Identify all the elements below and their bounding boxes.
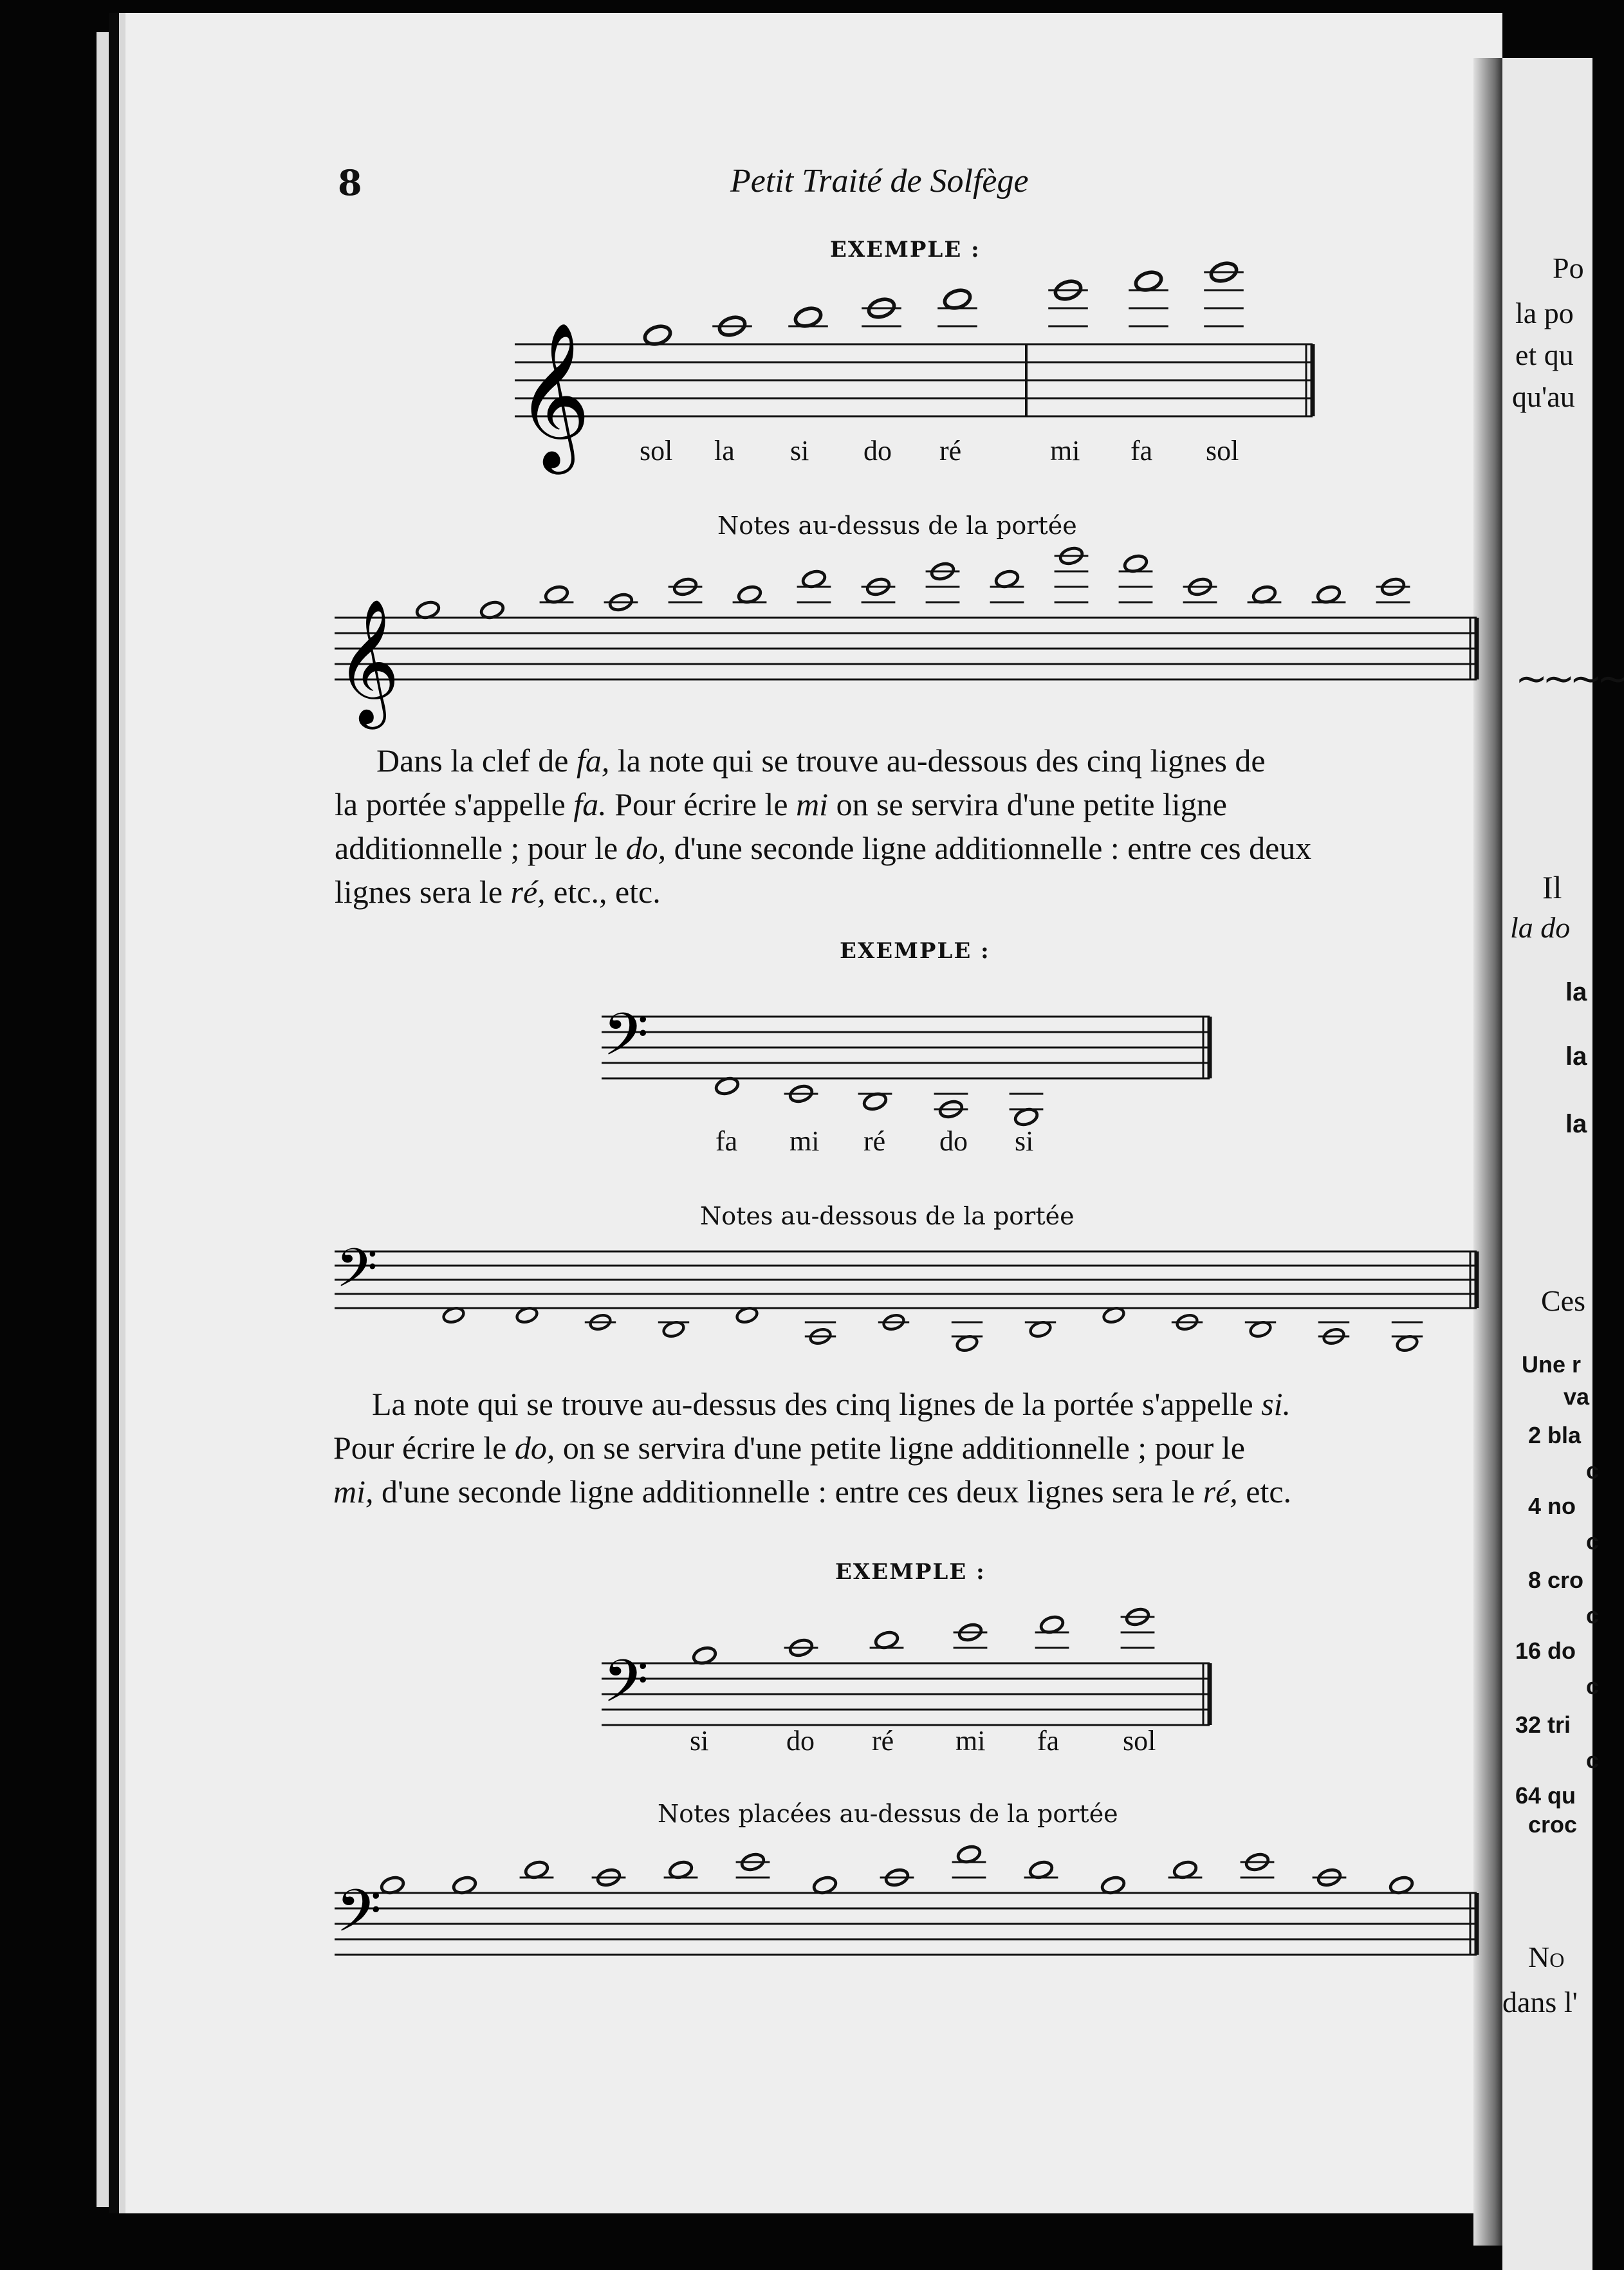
note-name: sol (1206, 435, 1239, 466)
facing-text: qu'au (1512, 380, 1575, 413)
note-name: do (939, 1125, 968, 1157)
note-name: sol (640, 435, 673, 466)
stacked-page-edges (97, 32, 122, 2207)
facing-text: Il (1542, 869, 1562, 905)
facing-text: Po (1553, 252, 1584, 284)
note-names-row (598, 1724, 1216, 1763)
page-number: 8 (338, 162, 362, 203)
facing-text: la (1565, 978, 1587, 1006)
bass-staff-notes-below (331, 1236, 1483, 1370)
bass-staff-notes-above (331, 1840, 1483, 1975)
bass-clef-icon: 𝄢 (603, 1001, 649, 1084)
example-label: EXEMPLE : (830, 237, 981, 263)
facing-table-cell: c (1586, 1528, 1600, 1555)
facing-table-cell: c (1586, 1602, 1600, 1629)
facing-text: la (1565, 1042, 1587, 1071)
note-name: mi (1050, 435, 1080, 466)
treble-staff-example-ascending (508, 270, 1319, 468)
facing-table-cell: 8 cro (1528, 1567, 1584, 1593)
staff-caption: Notes au-dessus de la portée (717, 512, 1077, 540)
facing-table-cell: 64 qu (1515, 1782, 1576, 1809)
facing-ornament: ∼∼∼∼ (1515, 658, 1624, 700)
bass-clef-icon: 𝄢 (336, 1877, 382, 1960)
treble-clef-icon: 𝄞 (336, 597, 400, 724)
facing-table-cell: 16 do (1515, 1638, 1576, 1664)
note-name: ré (872, 1725, 894, 1757)
note-name: fa (1130, 435, 1153, 466)
facing-text: No (1528, 1941, 1565, 1973)
facing-table-cell: va (1564, 1383, 1590, 1410)
note-names-row (508, 434, 1319, 473)
bass-clef-icon: 𝄢 (603, 1647, 649, 1730)
staff-caption: Notes au-dessous de la portée (700, 1202, 1075, 1230)
facing-table-cell: c (1586, 1747, 1600, 1773)
note-name: mi (955, 1725, 986, 1757)
note-name: si (790, 435, 809, 466)
note-name: do (786, 1725, 815, 1757)
paragraph-fa-clef: Dans la clef de fa, la note qui se trouve au-dessous des cinq lignes de la portée s'appelle fa. Pour écrire le mi on se servira d'une petite ligne additionnelle ; pour le do, d'une seconde ligne additionnelle : entre ces deux lignes sera le ré, etc., etc. (335, 743, 1312, 910)
bass-clef-icon: 𝄢 (336, 1236, 378, 1313)
facing-table-cell: 32 tri (1515, 1712, 1571, 1738)
facing-page-fragment (1502, 58, 1624, 2270)
facing-table-cell: 2 bla (1528, 1422, 1582, 1448)
facing-table-cell: c (1586, 1673, 1600, 1699)
note-name: ré (939, 435, 962, 466)
example-label: EXEMPLE : (835, 1559, 986, 1585)
facing-text: Ces (1541, 1284, 1585, 1317)
note-name: si (690, 1725, 709, 1757)
note-names-row (598, 1125, 1216, 1163)
running-title: Petit Traité de Solfège (730, 163, 1029, 199)
treble-staff-notes-above (331, 553, 1483, 724)
example-label: EXEMPLE : (840, 938, 990, 964)
facing-text: la po (1515, 297, 1574, 329)
bass-staff-example-descending (598, 1001, 1216, 1132)
note-name: do (863, 435, 892, 466)
bass-staff-example-ascending (598, 1596, 1216, 1730)
staff-caption: Notes placées au-dessus de la portée (658, 1800, 1118, 1828)
facing-table-cell: c (1586, 1457, 1600, 1484)
note-name: mi (789, 1125, 820, 1157)
facing-text: la (1565, 1110, 1587, 1138)
note-name: si (1015, 1125, 1034, 1157)
facing-text: la do (1510, 911, 1571, 944)
paragraph-si-above: La note qui se trouve au-dessus des cinq lignes de la portée s'appelle si. Pour écrire le do, on se servira d'une petite ligne additionnelle ; pour le mi, d'une seconde ligne additionnelle : entre ces deux lignes sera le ré, etc. (333, 1386, 1292, 1509)
note-name: la (714, 435, 735, 466)
note-name: ré (863, 1125, 886, 1157)
facing-text: et qu (1515, 338, 1574, 371)
note-name: fa (1037, 1725, 1060, 1757)
facing-table-cell: 4 no (1528, 1493, 1576, 1519)
note-name: sol (1123, 1725, 1156, 1757)
note-name: fa (715, 1125, 738, 1157)
facing-text: dans l' (1502, 1986, 1578, 2018)
facing-table-cell: Une r (1522, 1351, 1582, 1378)
facing-table-cell: croc (1528, 1811, 1578, 1838)
treble-clef-icon: 𝄞 (516, 321, 591, 468)
